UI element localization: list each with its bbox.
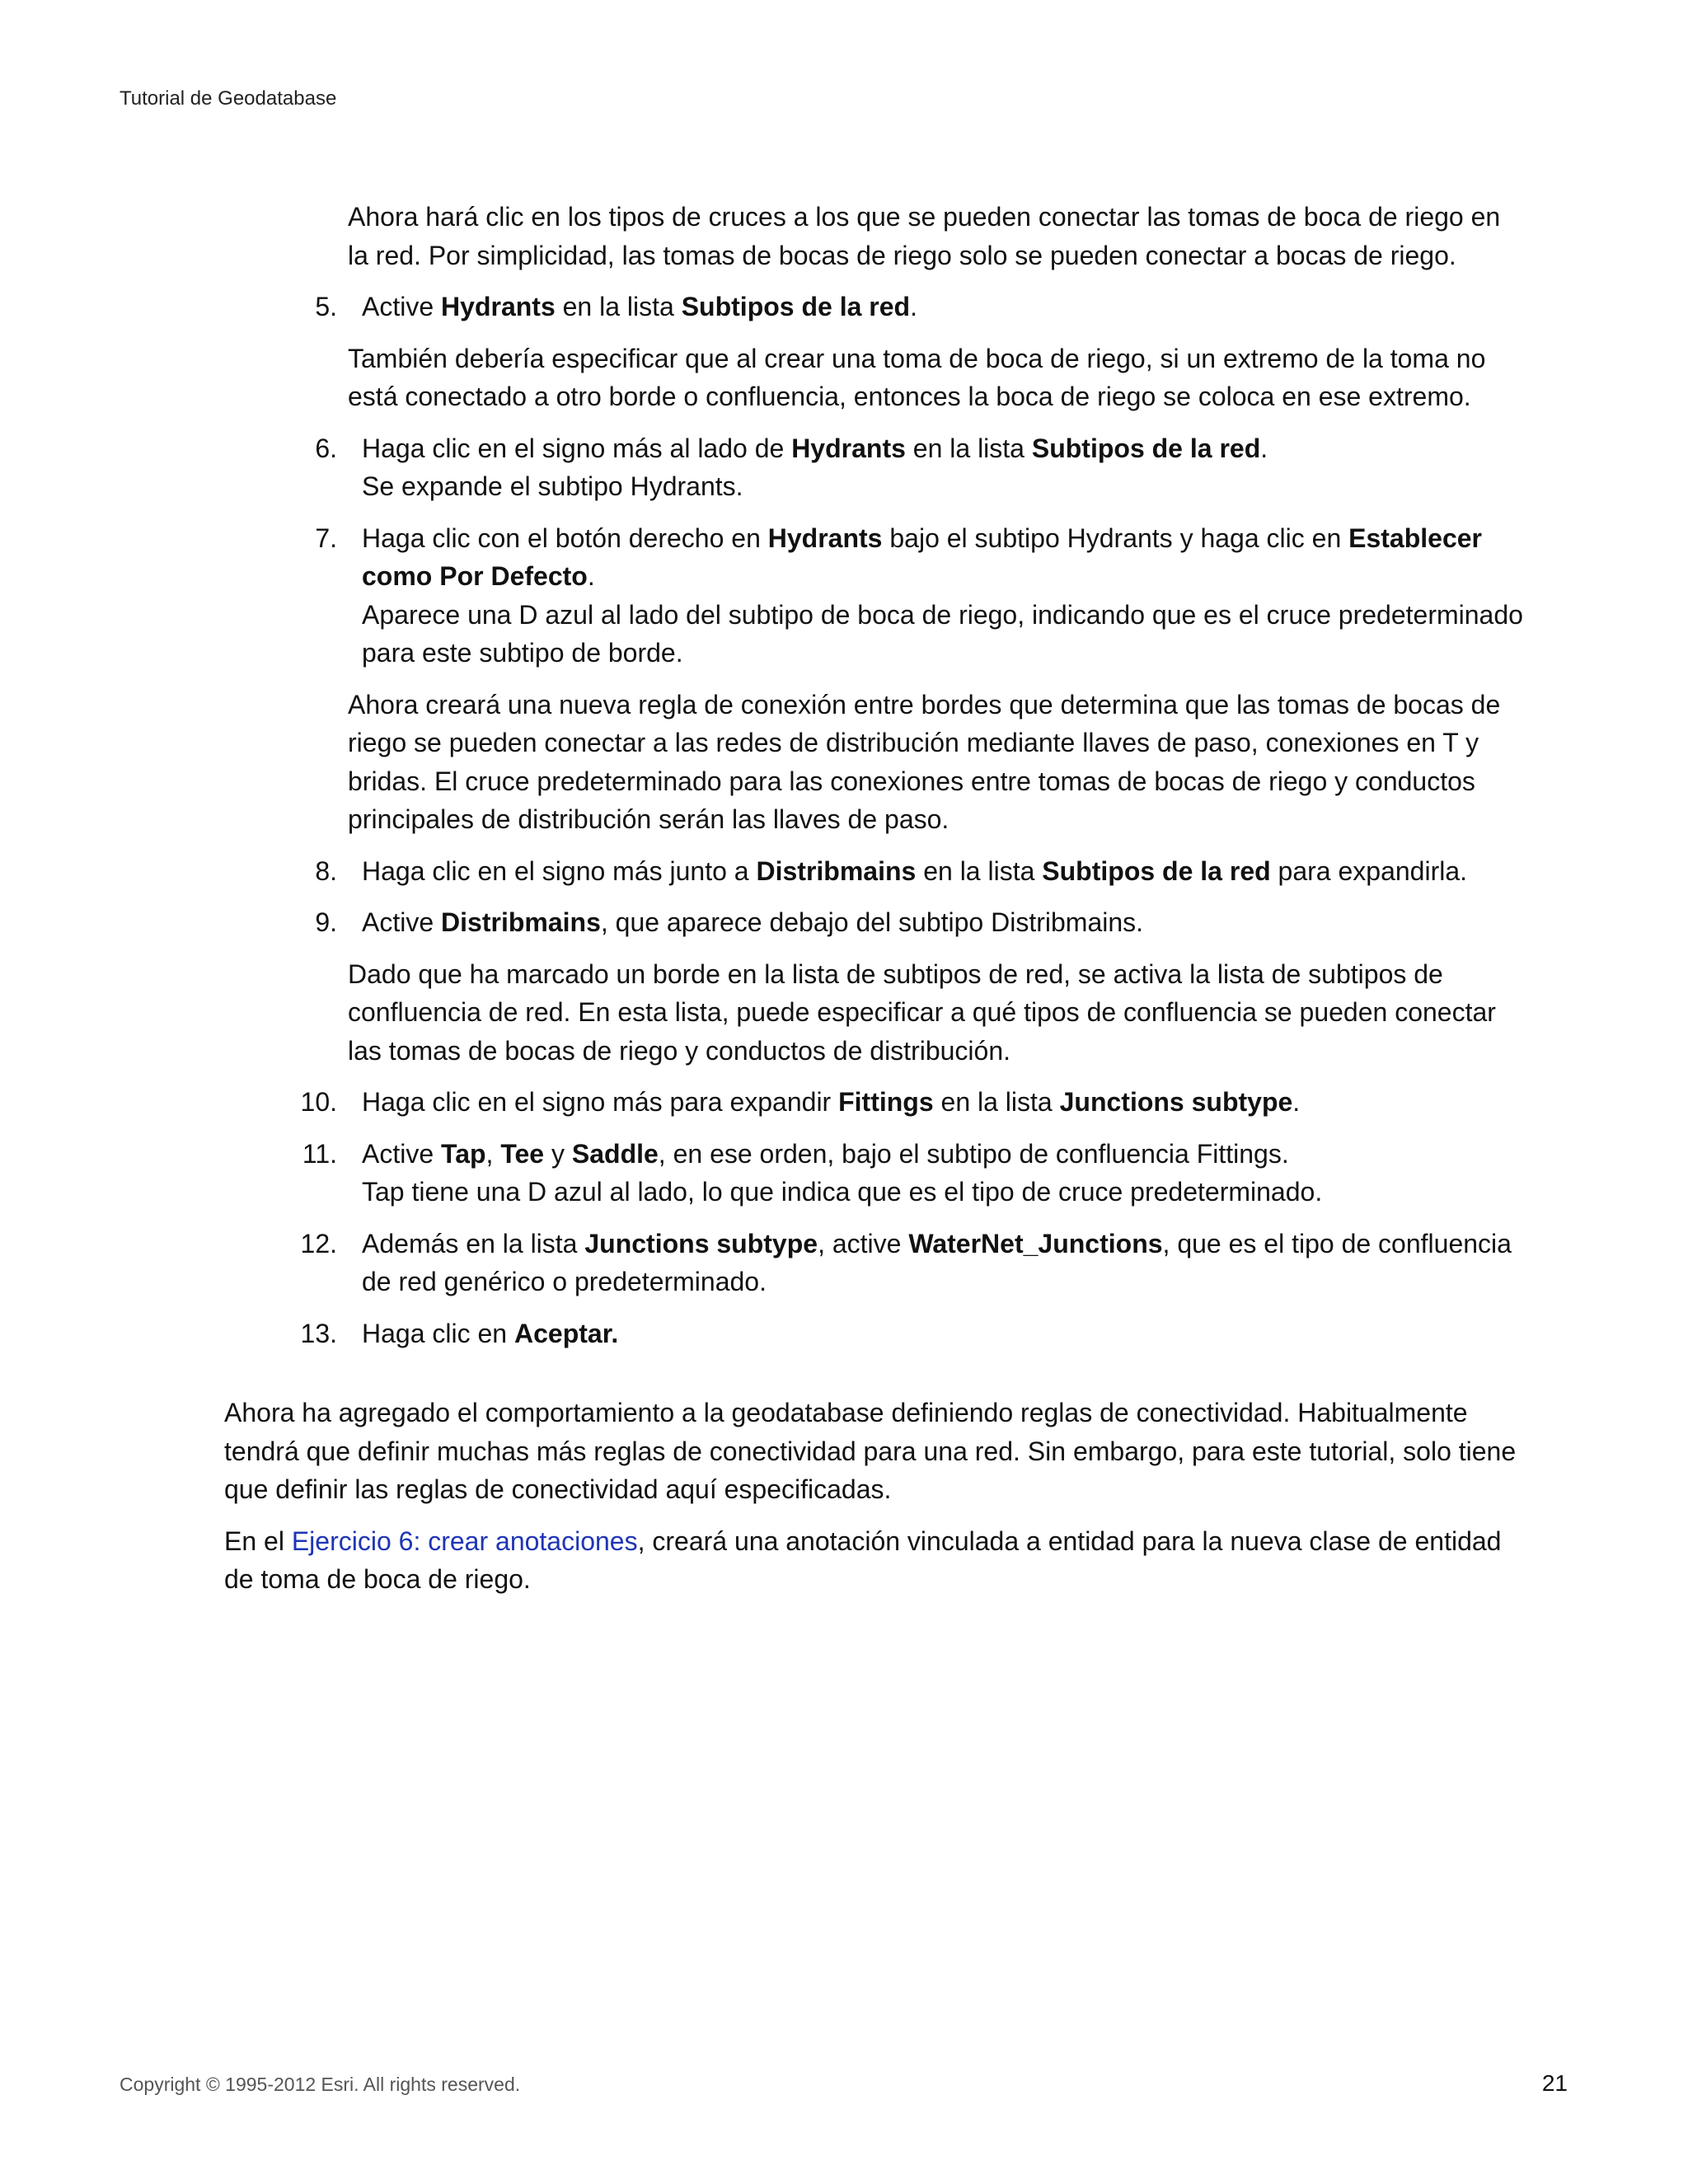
step-number: 8. [315, 855, 337, 886]
step-number: 7. [315, 523, 337, 553]
copyright-footer: Copyright © 1995-2012 Esri. All rights reserved. [120, 2074, 521, 2095]
step-11: 11. Active Tap, Tee y Saddle, en ese orden, bajo el subtipo de confluencia Fittings. Tap tiene una D azul al lado, lo que indica que es el tipo de cruce predeterminado. [362, 1135, 1532, 1212]
step-5: 5. Active Hydrants en la lista Subtipos de la red. [362, 288, 1532, 326]
step-number: 5. [315, 292, 337, 321]
junction-paragraph: Dado que ha marcado un borde en la lista de subtipos de red, se activa la lista de subtipos de confluencia de red. En esta lista, puede especificar a qué tipos de confluencia se pueden conectar las tomas de bocas de riego y conductos de distribución. [348, 958, 1496, 1066]
intro-paragraph: Ahora hará clic en los tipos de cruces a los que se pueden conectar las tomas de boca de riego en la red. Por simplicidad, las tomas de bocas de riego solo se pueden conectar a bocas de riego. [348, 202, 1501, 270]
next-exercise-paragraph: En el Ejercicio 6: crear anotaciones, creará una anotación vinculada a entidad para la nueva clase de entidad de toma de boca de riego. [224, 1526, 1502, 1594]
step-number: 9. [315, 907, 337, 937]
step-number: 11. [302, 1138, 337, 1169]
step-number: 10. [300, 1087, 337, 1117]
step-10: 10. Haga clic en el signo más para expandir Fittings en la lista Junctions subtype. [362, 1083, 1532, 1122]
step-6: 6. Haga clic en el signo más al lado de Hydrants en la lista Subtipos de la red. Se expande el subtipo Hydrants. [362, 429, 1532, 506]
step-number: 12. [300, 1228, 337, 1258]
step-number: 6. [315, 433, 337, 463]
step-result: Tap tiene una D azul al lado, lo que indica que es el tipo de cruce predeterminado. [362, 1177, 1323, 1207]
step-13: 13. Haga clic en Aceptar. [362, 1315, 1532, 1353]
step-8: 8. Haga clic en el signo más junto a Distribmains en la lista Subtipos de la red para expandirla. [362, 852, 1532, 891]
step-9: 9. Active Distribmains, que aparece debajo del subtipo Distribmains. [362, 903, 1532, 942]
page-number: 21 [1541, 2070, 1568, 2096]
rule-paragraph: Ahora creará una nueva regla de conexión entre bordes que determina que las tomas de bocas de riego se pueden conectar a las redes de distribución mediante llaves de paso, conexiones en T y bridas. El cruce predeterminado para las conexiones entre tomas de bocas de riego y conductos principales de distribución serán las llaves de paso. [348, 689, 1501, 834]
section-spacer [0, 1366, 1688, 1394]
summary-paragraph: Ahora ha agregado el comportamiento a la geodatabase definiendo reglas de conectividad. Habitualmente tendrá que definir muchas más reglas de conectividad para una red. Sin embargo, para este tutorial, solo tiene que definir las reglas de conectividad aquí especificadas. [224, 1398, 1517, 1504]
running-header: Tutorial de Geodatabase [120, 87, 337, 110]
exercise-6-link[interactable]: Ejercicio 6: crear anotaciones [291, 1526, 638, 1556]
note-paragraph: También debería especificar que al crear una toma de boca de riego, si un extremo de la toma no está conectado a otro borde o confluencia, entonces la boca de riego se coloca en ese extremo. [348, 343, 1486, 411]
step-result: Se expande el subtipo Hydrants. [362, 471, 743, 501]
step-result: Aparece una D azul al lado del subtipo de boca de riego, indicando que es el cruce predeterminado para este subtipo de borde. [362, 599, 1523, 668]
main-content [0, 198, 1688, 1612]
step-7: 7. Haga clic con el botón derecho en Hydrants bajo el subtipo Hydrants y haga clic en Establecer como Por Defecto. Aparece una D azul al lado del subtipo de boca de riego, indicando que es el cruce predeterminado para este subtipo de borde. [362, 519, 1532, 673]
step-number: 13. [300, 1318, 337, 1348]
step-12: 12. Además en la lista Junctions subtype, active WaterNet_Junctions, que es el tipo de confluencia de red genérico o predeterminado. [362, 1225, 1532, 1301]
